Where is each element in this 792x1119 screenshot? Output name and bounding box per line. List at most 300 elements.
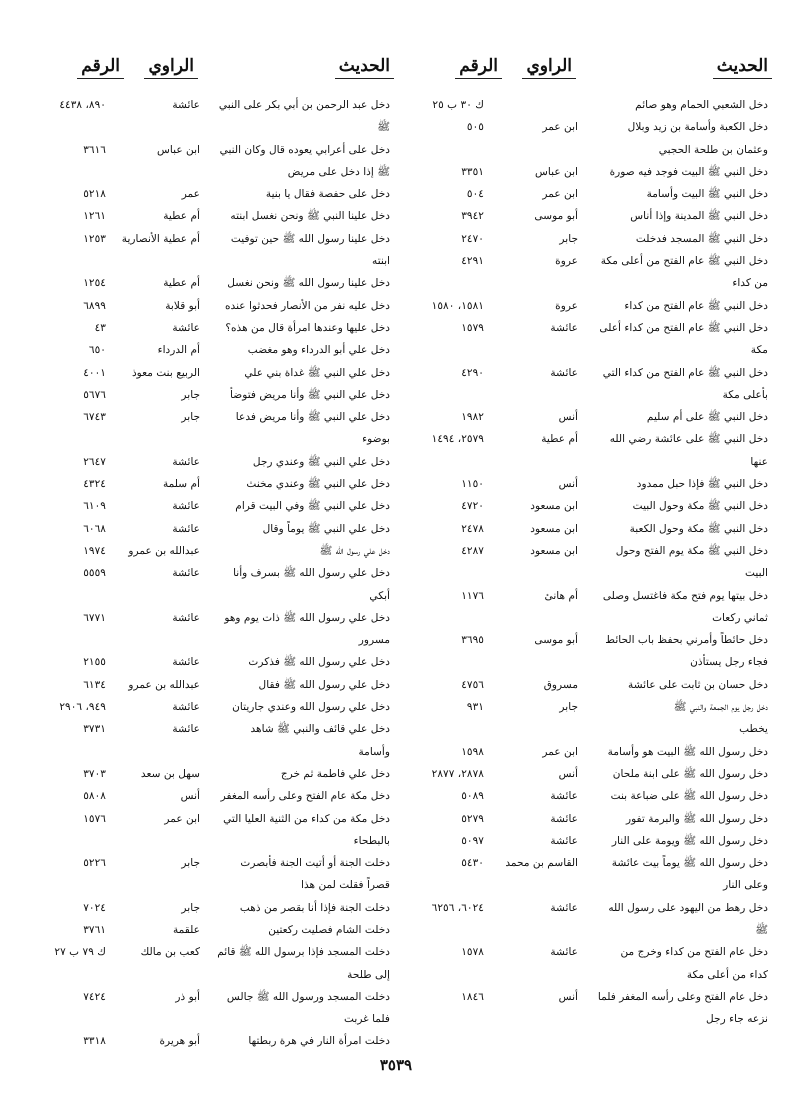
right-column	[400, 52, 768, 1030]
hadith-text: دخل على حفصة فقال يا بنية	[265, 188, 390, 201]
hadith-text: مسرور	[358, 634, 390, 647]
index-entry-row	[400, 674, 768, 696]
index-entry-row	[22, 228, 390, 250]
narrator-name: عائشة	[550, 321, 578, 334]
narrator-name: أم سلمة	[162, 478, 200, 491]
index-entry-row	[400, 384, 768, 406]
narrator-name: ابن عمر	[542, 121, 578, 134]
index-entry-row	[400, 808, 768, 830]
narrator-name: عبدالله بن عمرو	[128, 544, 200, 557]
reference-number: ٣٧٣١	[83, 723, 106, 736]
index-entry-row	[400, 718, 768, 740]
hadith-text: فلما غربت	[343, 1013, 390, 1026]
narrator-name: جابر	[559, 701, 578, 714]
header-raqm: الرقم	[81, 56, 120, 76]
index-entry-row	[22, 629, 390, 651]
index-entry-row	[400, 852, 768, 874]
reference-number: ك ٣٠ ب ٢٥	[432, 99, 484, 111]
hadith-text: دخل علي أبو الدرداء وهو مغضب	[247, 344, 390, 357]
index-entry-row	[400, 94, 768, 116]
narrator-name: ابن مسعود	[530, 522, 578, 535]
hadith-text: دخل عليها وعندها امرأة قال من هذه؟	[225, 321, 390, 334]
header-raqm: الرقم	[459, 56, 498, 76]
narrator-name: علقمة	[173, 923, 200, 936]
index-entry-row	[400, 785, 768, 807]
hadith-text: دخل علي رسول الله ﷺ فقال	[258, 678, 390, 691]
narrator-name: الربيع بنت معوذ	[131, 366, 200, 379]
index-entry-row	[22, 651, 390, 673]
index-entry-row	[400, 607, 768, 629]
narrator-name: عائشة	[172, 522, 200, 535]
index-entry-row	[400, 272, 768, 294]
hadith-text: ﷺ	[377, 121, 390, 134]
index-entry-row	[400, 317, 768, 339]
reference-number: ٤٧٢٠	[461, 500, 484, 513]
reference-number: ١٢٥٣	[83, 232, 106, 245]
hadith-text: نزعه جاء رجل	[706, 1013, 768, 1026]
hadith-text: دخل رهط من اليهود على رسول الله	[608, 901, 768, 914]
index-entry-row	[400, 941, 768, 963]
hadith-text: دخل علي النبي ﷺ يوماً وقال	[262, 522, 390, 535]
index-entry-row	[22, 183, 390, 205]
hadith-text: دخل النبي ﷺ على عائشة رضي الله	[609, 433, 768, 446]
hadith-text: بالبطحاء	[353, 834, 390, 847]
index-entry-row	[22, 94, 390, 116]
index-entry-row	[400, 406, 768, 428]
reference-number: ٥٠٩٧	[461, 834, 484, 847]
reference-number: ٤٢٩٠	[461, 366, 484, 379]
reference-number: ٨٩٠، ٤٤٣٨	[59, 99, 106, 111]
narrator-name: أم هانئ	[544, 589, 578, 602]
hadith-text: دخل النبي ﷺ على أم سليم	[646, 411, 768, 424]
index-entry-row	[22, 941, 390, 963]
index-entry-row	[400, 763, 768, 785]
hadith-text: دخل النبي ﷺ عام الفتح من كداء التي	[602, 366, 768, 379]
narrator-name: عائشة	[172, 455, 200, 468]
narrator-name: عمر	[181, 188, 200, 201]
hadith-text: دخل رسول الله ﷺ والبرمة تفور	[625, 812, 768, 825]
hadith-text: دخل النبي ﷺ فإذا حبل ممدود	[636, 478, 768, 491]
index-entry-row	[400, 116, 768, 138]
narrator-name: ابن عباس	[156, 143, 200, 156]
hadith-text: دخل النبي ﷺ مكة وحول الكعبة	[629, 522, 768, 535]
hadith-text: بوضوء	[362, 433, 390, 446]
reference-number: ١٥٧٦	[83, 812, 106, 825]
reference-number: ١٥٧٩	[461, 321, 484, 334]
narrator-name: ابن مسعود	[530, 544, 578, 557]
index-entry-row	[22, 763, 390, 785]
reference-number: ١٩٨٢	[461, 411, 484, 424]
hadith-text: مكة	[750, 344, 768, 357]
index-entry-row	[22, 1008, 390, 1030]
reference-number: ٣٧٠٣	[83, 767, 106, 780]
reference-number: ٤٢٨٧	[461, 544, 484, 557]
narrator-name: أبو هريرة	[159, 1035, 200, 1048]
index-entry-row	[22, 964, 390, 986]
hadith-text: دخل علي النبي ﷺ وعندي مخنث	[246, 478, 390, 491]
reference-number: ٣٣٥١	[461, 165, 484, 178]
reference-number: ١١٧٦	[461, 589, 484, 602]
hadith-text: دخلت المسجد فإذا برسول الله ﷺ قائم	[217, 946, 390, 959]
reference-number: ٥٢٧٩	[461, 812, 484, 825]
header-hadith: الحديث	[338, 56, 390, 76]
narrator-name: عائشة	[172, 723, 200, 736]
reference-number: ٥٥٥٩	[83, 567, 106, 580]
hadith-text: ابنته	[372, 255, 390, 268]
hadith-text: دخل علي النبي ﷺ وأنا مريض فدعا	[235, 411, 390, 424]
index-entry-row	[22, 1030, 390, 1052]
column-header	[22, 52, 390, 82]
narrator-name: ابن عمر	[542, 188, 578, 201]
hadith-text: دخل حسان بن ثابت على عائشة	[628, 678, 768, 691]
hadith-text: دخل علينا رسول الله ﷺ ونحن نغسل	[227, 277, 390, 290]
index-entry-row	[22, 406, 390, 428]
hadith-text: دخل علي رسول الله ﷺ بسرف وأنا	[233, 567, 390, 580]
hadith-text: دخل على أعرابي يعوده قال وكان النبي	[219, 143, 390, 156]
hadith-text: ﷺ إذا دخل على مريض	[287, 165, 390, 178]
reference-number: ٦٥٠	[88, 344, 106, 357]
narrator-name: أبو قلابة	[165, 299, 200, 312]
reference-number: ٦١٠٩	[83, 500, 106, 513]
index-entry-row	[400, 139, 768, 161]
hadith-text: دخل النبي ﷺ مكة يوم الفتح وحول	[615, 544, 768, 557]
index-entry-row	[22, 674, 390, 696]
hadith-text: يخطب	[739, 723, 768, 736]
hadith-text: دخل علي النبي ﷺ وأنا مريض فتوضأ	[230, 388, 390, 401]
hadith-text: دخل علينا رسول الله ﷺ حين توفيت	[230, 232, 390, 245]
reference-number: ٢٤٧٠	[461, 232, 484, 245]
narrator-name: مسروق	[543, 678, 578, 691]
index-entry-row	[400, 295, 768, 317]
narrator-name: جابر	[181, 388, 200, 401]
hadith-text: دخلت الشام فصليت ركعتين	[268, 923, 390, 936]
narrator-name: عائشة	[550, 812, 578, 825]
index-entry-row	[22, 986, 390, 1008]
narrator-name: عروة	[555, 255, 578, 268]
index-entry-row	[22, 874, 390, 896]
narrator-name: أم عطية	[163, 277, 200, 290]
hadith-text: البيت	[745, 567, 768, 580]
index-entry-row	[400, 228, 768, 250]
index-entry-row	[22, 295, 390, 317]
index-entry-row	[22, 384, 390, 406]
narrator-name: عائشة	[172, 611, 200, 624]
index-entry-row	[400, 696, 768, 718]
narrator-name: عائشة	[172, 99, 200, 111]
index-entry-row	[400, 874, 768, 896]
hadith-text: دخل علينا النبي ﷺ ونحن نغسل ابنته	[230, 210, 390, 223]
hadith-text: وأسامة	[358, 745, 390, 758]
hadith-text: دخل علي قائف والنبي ﷺ شاهد	[250, 723, 390, 736]
index-entry-row	[400, 161, 768, 183]
index-entry-row	[400, 495, 768, 517]
index-entry-row	[22, 339, 390, 361]
reference-number: ٦٧٧١	[83, 611, 106, 624]
narrator-name: عائشة	[550, 901, 578, 914]
header-rawi: الراوي	[526, 56, 572, 76]
index-entry-row	[22, 741, 390, 763]
reference-number: ٦١٣٤	[83, 678, 106, 691]
reference-number: ٩٤٩، ٢٩٠٦	[59, 701, 106, 714]
index-entry-row	[22, 362, 390, 384]
hadith-text: دخل عام الفتح وعلى رأسه المغفر فلما	[597, 990, 768, 1003]
narrator-name: ابن عمر	[542, 745, 578, 758]
hadith-text: دخل النبي ﷺ عام الفتح من أعلى مكة	[600, 255, 768, 268]
hadith-text: دخل عام الفتح من كداء وخرج من	[620, 946, 768, 959]
hadith-text: من كداء	[732, 277, 768, 290]
index-entry-row	[400, 362, 768, 384]
narrator-name: أم عطية الأنصارية	[121, 232, 200, 245]
index-entry-row	[22, 139, 390, 161]
index-entry-row	[400, 629, 768, 651]
index-entry-row	[22, 696, 390, 718]
reference-number: ٥٤٣٠	[461, 857, 484, 870]
hadith-text: قصراً فقلت لمن هذا	[301, 879, 390, 892]
hadith-text: دخلت الجنة فإذا أنا بقصر من ذهب	[239, 901, 390, 914]
hadith-text: دخل علي النبي ﷺ غداة بني علي	[244, 366, 390, 379]
hadith-text: دخل علي فاطمة ثم خرج	[280, 767, 390, 780]
narrator-name: سهل بن سعد	[140, 767, 200, 780]
reference-number: ٧٠٢٤	[83, 901, 106, 914]
index-entry-row	[400, 919, 768, 941]
index-rows	[22, 94, 390, 1053]
reference-number: ١٥٨١، ١٥٨٠	[431, 299, 484, 312]
index-entry-row	[22, 428, 390, 450]
narrator-name: عائشة	[550, 834, 578, 847]
hadith-text: دخل الكعبة وأسامة بن زيد وبلال	[627, 121, 768, 134]
index-entry-row	[400, 1008, 768, 1030]
hadith-text: عنها	[750, 455, 768, 468]
index-entry-row	[22, 919, 390, 941]
reference-number: ٤٢٩١	[461, 255, 484, 268]
hadith-text: دخل الشعبي الحمام وهو صائم	[635, 99, 768, 111]
reference-number: ١١٥٠	[461, 478, 484, 491]
index-entry-row	[400, 205, 768, 227]
narrator-name: جابر	[181, 901, 200, 914]
hadith-text: دخل رسول الله ﷺ على ابنة ملحان	[612, 767, 768, 780]
narrator-name: عائشة	[550, 790, 578, 803]
index-entry-row	[400, 518, 768, 540]
reference-number: ٤٧٥٦	[461, 678, 484, 691]
narrator-name: أنس	[558, 990, 578, 1003]
index-entry-row	[22, 250, 390, 272]
reference-number: ٥٦٧٦	[83, 388, 106, 401]
hadith-text: دخل رسول الله ﷺ على ضباعة بنت	[610, 790, 768, 803]
index-entry-row	[400, 830, 768, 852]
reference-number: ٦٠٦٨	[83, 522, 106, 535]
reference-number: ٤٣٢٤	[83, 478, 106, 491]
reference-number: ٣٦٩٥	[461, 634, 484, 647]
reference-number: ٢٦٤٧	[83, 455, 106, 468]
hadith-text: دخل حائطاً وأمرني بحفظ باب الحائط	[605, 634, 768, 647]
narrator-name: ابن عمر	[164, 812, 200, 825]
index-entry-row	[400, 986, 768, 1008]
index-entry-row	[22, 718, 390, 740]
reference-number: ٤٠٠١	[83, 366, 106, 379]
narrator-name: عائشة	[172, 656, 200, 669]
index-entry-row	[22, 317, 390, 339]
narrator-name: أنس	[180, 790, 200, 803]
hadith-text: دخلت امرأة النار في هرة ربطتها	[248, 1035, 390, 1048]
reference-number: ١٩٧٤	[83, 544, 106, 557]
page-number: ٣٥٣٩	[379, 1056, 413, 1074]
reference-number: ٥٨٠٨	[83, 790, 106, 803]
reference-number: ٥٠٤	[466, 188, 484, 201]
hadith-text: بأعلى مكة	[722, 388, 768, 401]
index-entry-row	[400, 585, 768, 607]
reference-number: ٥٢٢٦	[83, 857, 106, 870]
reference-number: ك ٧٩ ب ٢٧	[54, 946, 106, 959]
reference-number: ٢١٥٥	[83, 656, 106, 669]
index-entry-row	[22, 785, 390, 807]
index-entry-row	[22, 540, 390, 562]
narrator-name: ابن مسعود	[530, 500, 578, 513]
reference-number: ٦٠٢٤، ٦٢٥٦	[431, 901, 484, 914]
hadith-text: دخل النبي ﷺ عام الفتح من كداء أعلى	[599, 321, 768, 334]
reference-number: ٢٤٧٨	[461, 522, 484, 535]
index-entry-row	[22, 473, 390, 495]
narrator-name: أبو ذر	[175, 990, 200, 1003]
reference-number: ٣٦١٦	[83, 143, 106, 156]
index-entry-row	[22, 830, 390, 852]
index-entry-row	[22, 495, 390, 517]
hadith-text: دخل علي رسول الله ﷺ فذكرت	[248, 656, 390, 669]
narrator-name: أم الدرداء	[157, 344, 200, 357]
narrator-name: أم عطية	[163, 210, 200, 223]
hadith-text: دخل بيتها يوم فتح مكة فاغتسل وصلى	[602, 589, 768, 602]
reference-number: ٥٢١٨	[83, 188, 106, 201]
hadith-text: ثماني ركعات	[712, 611, 768, 624]
index-entry-row	[400, 540, 768, 562]
hadith-text: كداء من أعلى مكة	[686, 968, 768, 981]
narrator-name: عائشة	[172, 701, 200, 714]
hadith-text: دخل مكة عام الفتح وعلى رأسه المغفر	[220, 790, 390, 803]
hadith-text: دخل النبي ﷺ البيت فوجد فيه صورة	[609, 165, 768, 178]
reference-number: ١٢٦١	[83, 210, 106, 223]
narrator-name: جابر	[181, 411, 200, 424]
reference-number: ٥٠٥	[466, 121, 484, 134]
narrator-name: جابر	[181, 857, 200, 870]
narrator-name: ابن عباس	[534, 165, 578, 178]
reference-number: ٢٨٧٨، ٢٨٧٧	[431, 767, 484, 780]
hadith-text: وعلى النار	[723, 879, 768, 892]
hadith-text: دخل علي النبي ﷺ وعندي رجل	[252, 455, 390, 468]
narrator-name: أم عطية	[541, 433, 578, 446]
narrator-name: عائشة	[172, 321, 200, 334]
reference-number: ٦٨٩٩	[83, 299, 106, 312]
index-entry-row	[400, 562, 768, 584]
index-entry-row	[400, 339, 768, 361]
narrator-name: أبو موسى	[534, 634, 578, 647]
reference-number: ١٨٤٦	[461, 990, 484, 1003]
hadith-text: دخلت المسجد ورسول الله ﷺ جالس	[226, 990, 390, 1003]
hadith-text: دخل علي النبي ﷺ وفي البيت قرام	[235, 500, 390, 513]
reference-number: ٣٧٦١	[83, 923, 106, 936]
narrator-name: عروة	[555, 299, 578, 312]
index-entry-row	[400, 964, 768, 986]
index-entry-row	[400, 451, 768, 473]
hadith-text: دخل النبي ﷺ المدينة وإذا أناس	[630, 210, 768, 223]
hadith-text: دخل عبد الرحمن بن أبي بكر على النبي	[218, 99, 390, 111]
reference-number: ١٢٥٤	[83, 277, 106, 290]
index-entry-row	[400, 897, 768, 919]
hadith-text: دخل النبي ﷺ عام الفتح من كداء	[624, 299, 768, 312]
reference-number: ١٥٧٨	[461, 946, 484, 959]
hadith-text: دخل رسول الله ﷺ يوماً بيت عائشة	[611, 857, 768, 870]
hadith-text: أبكي	[369, 589, 390, 602]
hadith-text: دخل رجل يوم الجمعة والنبي ﷺ	[673, 701, 768, 714]
index-entry-row	[400, 651, 768, 673]
index-entry-row	[22, 451, 390, 473]
index-entry-row	[22, 852, 390, 874]
reference-number: ٣٣١٨	[83, 1035, 106, 1048]
index-entry-row	[22, 272, 390, 294]
hadith-text: دخل علي رسول الله وعندي جاريتان	[232, 701, 390, 714]
hadith-text: إلى طلحة	[347, 968, 390, 981]
index-entry-row	[22, 897, 390, 919]
reference-number: ٤٣	[94, 321, 106, 334]
narrator-name: أنس	[558, 411, 578, 424]
hadith-text: دخل النبي ﷺ البيت وأسامة	[646, 188, 768, 201]
hadith-text: دخل النبي ﷺ المسجد فدخلت	[635, 232, 768, 245]
index-entry-row	[400, 250, 768, 272]
index-entry-row	[22, 518, 390, 540]
hadith-text: دخل رسول الله ﷺ البيت هو وأسامة	[607, 745, 768, 758]
index-entry-row	[22, 562, 390, 584]
hadith-text: دخل علي رسول الله ﷺ	[319, 544, 390, 557]
hadith-text: دخل مكة من كداء من الثنية العليا التي	[223, 812, 390, 825]
reference-number: ٥٠٨٩	[461, 790, 484, 803]
index-entry-row	[400, 183, 768, 205]
index-entry-row	[400, 428, 768, 450]
narrator-name: عائشة	[172, 500, 200, 513]
index-entry-row	[22, 585, 390, 607]
hadith-text: ﷺ	[755, 923, 768, 936]
reference-number: ٣٩٤٢	[461, 210, 484, 223]
narrator-name: أنس	[558, 478, 578, 491]
index-entry-row	[400, 473, 768, 495]
header-rawi: الراوي	[148, 56, 194, 76]
hadith-text: فجاء رجل يستأذن	[690, 656, 768, 669]
narrator-name: أبو موسى	[534, 210, 578, 223]
index-entry-row	[400, 741, 768, 763]
index-entry-row	[22, 161, 390, 183]
reference-number: ٧٤٢٤	[83, 990, 106, 1003]
hadith-text: دخلت الجنة أو أتيت الجنة فأبصرت	[240, 857, 390, 870]
narrator-name: كعب بن مالك	[140, 946, 200, 959]
hadith-text: دخل علي رسول الله ﷺ ذات يوم وهو	[224, 611, 390, 624]
narrator-name: جابر	[559, 232, 578, 245]
index-entry-row	[22, 116, 390, 138]
index-rows	[400, 94, 768, 1030]
header-hadith: الحديث	[716, 56, 768, 76]
hadith-text: دخل عليه نفر من الأنصار فحدثوا عنده	[224, 299, 390, 312]
narrator-name: عائشة	[550, 946, 578, 959]
narrator-name: أنس	[558, 767, 578, 780]
left-column	[22, 52, 390, 1053]
hadith-text: وعثمان بن طلحة الحجبي	[658, 143, 768, 156]
narrator-name: القاسم بن محمد	[505, 857, 578, 870]
reference-number: ٢٥٧٩، ١٤٩٤	[431, 433, 484, 446]
reference-number: ٦٧٤٣	[83, 411, 106, 424]
hadith-text: دخل النبي ﷺ مكة وحول البيت	[632, 500, 768, 513]
narrator-name: عائشة	[550, 366, 578, 379]
index-entry-row	[22, 808, 390, 830]
narrator-name: عائشة	[172, 567, 200, 580]
reference-number: ٩٣١	[466, 701, 484, 714]
column-header	[400, 52, 768, 82]
reference-number: ١٥٩٨	[461, 745, 484, 758]
